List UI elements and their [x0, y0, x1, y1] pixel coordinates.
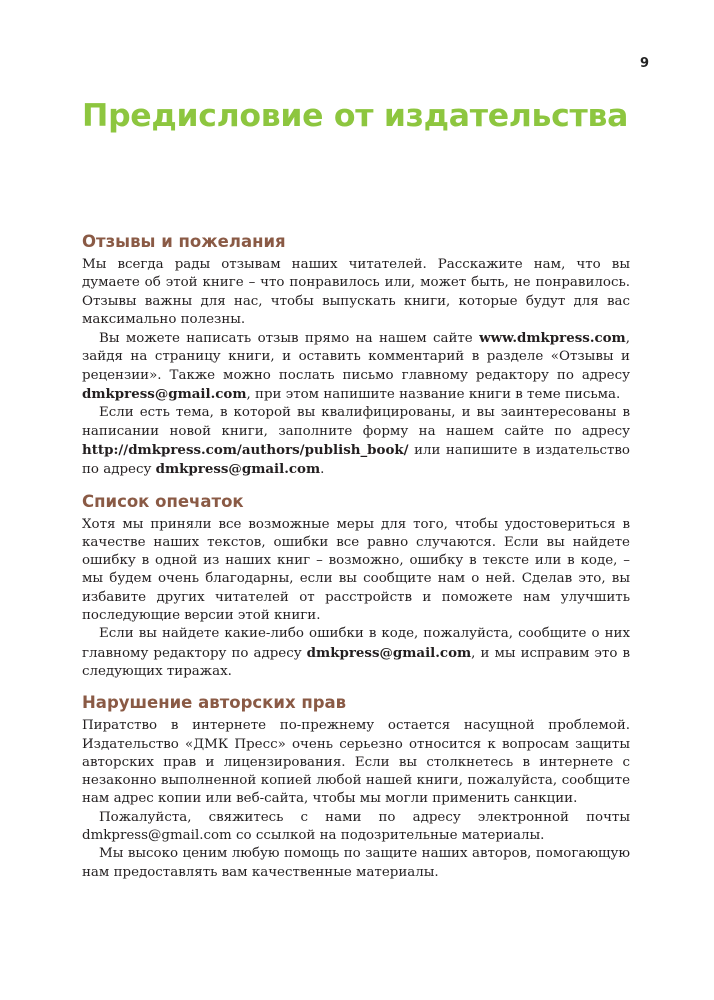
text-run: , при этом напишите название книги в теме письма. — [246, 387, 621, 403]
feedback-paragraph-2 — [82, 329, 630, 404]
chapter-title: Предисловие от издательства — [82, 98, 629, 134]
email-link[interactable]: dmkpress@gmail.com — [82, 386, 247, 403]
piracy-paragraph-2: Пожалуйста, свяжитесь с нами по адресу электронной почты dmkpress@gmail.com со ссылкой на подозрительные материалы. — [82, 809, 630, 844]
errata-paragraph-1: Хотя мы приняли все возможные меры для того, чтобы удостовериться в качестве наших текстов, ошибки все равно случаются. Если вы найдете ошибку в одной из наших книг – возможно, ошибку в тексте или в коде, – мы будем очень благодарны, если вы сообщите нам о ней. Сделав это, вы избавите других читателей от расстройств и поможете нам улучшить последующие версии этой книги. — [82, 516, 630, 624]
feedback-paragraph-1: Мы всегда рады отзывам наших читателей. Расскажите нам, что вы думаете об этой книге – что понравилось или, может быть, не понравилось. Отзывы важны для нас, чтобы выпускать книги, которые будут для вас максимально полезны. — [82, 257, 630, 327]
errata-paragraph-2 — [82, 625, 630, 681]
text-run: Если есть тема, в которой вы квалифицированы, и вы заинтересованы в написании новой книги, заполните форму на нашем сайте по адресу — [82, 405, 630, 439]
text-run: Если вы найдете какие-либо ошибки в коде, пожалуйста, сообщите о них главному редактору по адресу — [82, 626, 630, 661]
section-heading-feedback: Отзывы и пожелания — [82, 232, 286, 251]
section-feedback — [82, 231, 630, 480]
piracy-paragraph-3: Мы высоко ценим любую помощь по защите наших авторов, помогающую нам предоставлять вам качественные материалы. — [82, 846, 630, 880]
feedback-paragraph-3 — [82, 404, 630, 479]
text-run: , и мы исправим это в следующих тиражах. — [82, 645, 630, 679]
text-run: Вы можете написать отзыв прямо на нашем сайте — [99, 331, 480, 347]
section-errata — [82, 491, 630, 682]
section-heading-piracy: Нарушение авторских прав — [82, 693, 347, 713]
page-number: 9 — [640, 56, 650, 71]
publish-book-link[interactable]: http://dmkpress.com/authors/publish_book/ — [82, 441, 409, 458]
text-run: . — [320, 462, 325, 478]
page-body — [82, 231, 630, 882]
section-heading-errata: Список опечаток — [82, 491, 244, 511]
piracy-paragraph-1: Пиратство в интернете по-прежнему остается насущной проблемой. Издательство «ДМК Пресс» очень серьезно относится к вопросам защиты авторских прав и лицензирования. Если вы столкнетесь в интернете с незаконно выполненной копией любой нашей книги, пожалуйста, сообщите нам адрес копии или веб-сайта, чтобы мы могли применить санкции. — [82, 718, 630, 807]
text-run: или напишите в издательство по адресу — [82, 442, 630, 478]
email-link[interactable]: dmkpress@gmail.com — [306, 644, 472, 661]
email-link[interactable]: dmkpress@gmail.com — [155, 461, 321, 478]
section-piracy — [82, 692, 630, 882]
website-link[interactable]: www.dmkpress.com — [479, 330, 626, 347]
text-run: , зайдя на страницу книги, и оставить комментарий в разделе «Отзывы и рецензии». Также можно послать письмо главному редактору по адресу — [82, 331, 630, 383]
